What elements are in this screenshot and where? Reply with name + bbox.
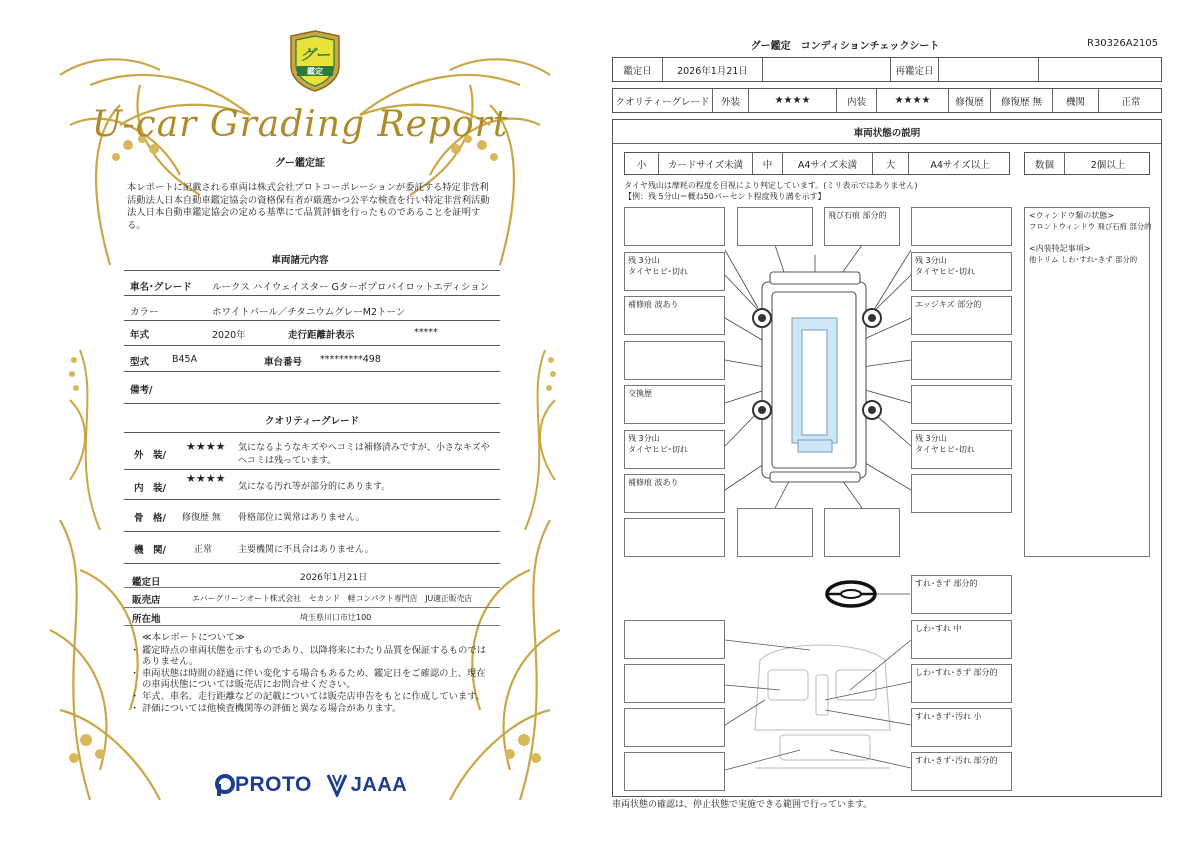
note-item: ・ 年式、車名、走行距離などの記載については販売店申告をもとに作成しています。	[130, 690, 486, 702]
frame-value: 修復歴 無	[182, 513, 221, 523]
info-table	[124, 568, 500, 628]
notes-title: ≪本レポートについて≫	[142, 632, 245, 643]
spec-row-color	[124, 296, 500, 321]
exterior-box-right-7	[911, 474, 1012, 513]
exterior-box-front-right	[911, 207, 1012, 246]
interior-box-right-3: すれ･きず･汚れ 小	[911, 708, 1012, 747]
quality-section-title: クオリティーグレード	[264, 416, 360, 427]
steering-wheel-icon	[827, 582, 910, 606]
chassis-value: *********498	[320, 354, 381, 365]
info-row-date	[124, 568, 500, 588]
window-title: <ウィンドウ類の状態>	[1029, 211, 1114, 220]
count-label: 数個	[1025, 153, 1065, 174]
script-title: U-car Grading Report	[91, 104, 509, 145]
frame-text: 骨格部位に異常はありません。	[238, 513, 365, 523]
exterior-box-bottom-center-right	[824, 508, 900, 557]
chassis-label: 車台番号	[264, 357, 303, 368]
size-mid-desc: A4サイズ未満	[783, 153, 873, 174]
tire-note: タイヤ残山は摩耗の程度を目視により判定しています。(ミリ表示ではありません) 【例：残 5分山＝概ね50パーセント程度残り溝を示す】	[624, 181, 918, 201]
badge-sub: 鑑定	[307, 67, 323, 76]
note-item: ・ 鑑定時点の車両状態を示すものであり、以降将来にわたり品質を保証するものではありません。	[130, 644, 486, 668]
spec-row-name	[124, 270, 500, 296]
count-value: 2個以上	[1090, 159, 1126, 171]
jaaa-logo: JAAA	[350, 773, 408, 796]
size-small: 小	[625, 153, 659, 174]
goo-kantei-badge	[287, 30, 343, 92]
interior-notes-title: <内装特記事項>	[1029, 244, 1091, 253]
interior-label: 内 装/	[134, 483, 166, 494]
year-value: 2020年	[212, 330, 246, 341]
exterior-box-front-left	[624, 207, 725, 246]
exterior-stars: ★★★★	[186, 440, 226, 453]
exterior-box-tire-front-left: 残 3分山 タイヤヒビ･切れ	[624, 252, 725, 291]
exterior-box-bottom-center-left	[737, 508, 813, 557]
interior-text: 気になる汚れ等が部分的にあります。	[238, 482, 391, 492]
exterior-box-tire-rear-right: 残 3分山 タイヤヒビ･切れ	[911, 430, 1012, 469]
color-label: カラー	[130, 307, 159, 318]
exterior-box-top-center-right: 飛び石痕 部分的	[824, 207, 900, 246]
address-value: 埼玉県川口市辻100	[300, 613, 372, 622]
model-label: 型式	[130, 357, 150, 368]
sheet-code: R30326A2105	[1087, 38, 1159, 49]
size-large-desc: A4サイズ以上	[930, 159, 990, 171]
quality-row-interior	[124, 470, 500, 500]
engine-value: 正常	[1121, 96, 1141, 108]
exterior-box-right-5	[911, 385, 1012, 424]
exterior-box-right-3: エッジキズ 部分的	[911, 296, 1012, 335]
size-small-desc: カードサイズ未満	[659, 153, 753, 174]
sheet-footer: 車両状態の確認は、停止状態で実施できる範囲で行っています。	[612, 800, 873, 810]
spec-row-remarks	[124, 372, 500, 404]
condition-check-sheet	[600, 0, 1200, 848]
spec-section-title: 車両諸元内容	[271, 255, 329, 266]
frame-label: 骨 格/	[134, 513, 166, 524]
date-label: 鑑定日	[613, 58, 663, 81]
quality-row-engine	[124, 532, 500, 564]
interior-stars: ★★★★	[877, 89, 949, 112]
exterior-text-1: 気になるようなキズやヘコミは補修済みですが、小さなキズや	[238, 443, 490, 453]
engine-label: 機関	[1053, 89, 1099, 112]
exterior-box-tire-front-right: 残 3分山 タイヤヒビ･切れ	[911, 252, 1012, 291]
quality-row-frame	[124, 500, 500, 532]
interior-stars: ★★★★	[186, 472, 226, 485]
interior-box-left-4	[624, 752, 725, 791]
interior-box-left-1	[624, 620, 725, 659]
report-notes	[130, 632, 490, 714]
info-row-shop	[124, 588, 500, 608]
exterior-label: 外装	[713, 89, 749, 112]
quality-label: クオリティーグレード	[613, 89, 713, 112]
window-text: フロントウィンドウ 飛び石痕 部分的	[1029, 222, 1152, 231]
shop-label: 販売店	[132, 595, 161, 606]
color-value: ホワイトパール／チタニウムグレーM2トーン	[212, 307, 406, 318]
interior-notes-text: 他トリム しわ･すれ･きず 部分的	[1029, 255, 1138, 264]
model-value: B45A	[172, 354, 198, 365]
size-large: 大	[873, 153, 909, 174]
spec-table	[124, 270, 500, 600]
certificate-title: グー鑑定証	[275, 158, 325, 169]
repair-label: 修復歴	[949, 89, 991, 112]
spec-row-model	[124, 346, 500, 372]
sheet-title: グー鑑定 コンディションチェックシート	[750, 41, 940, 52]
redate-label: 再鑑定日	[891, 58, 939, 81]
odometer-value: *****	[414, 327, 438, 338]
shop-value: エバーグリーンオート株式会社 セカンド 軽コンパクト専門店 JU適正販売店	[192, 594, 473, 603]
date-value: 2026年1月21日	[663, 58, 763, 81]
jaaa-logo-icon	[326, 773, 348, 797]
exterior-box-top-center-left	[737, 207, 813, 246]
section-title: 車両状態の説明	[613, 120, 1161, 144]
name-label: 車名･グレード	[130, 282, 192, 293]
repair-value: 修復歴 無	[991, 89, 1053, 112]
date-label: 鑑定日	[132, 577, 161, 588]
engine-label: 機 関/	[134, 545, 166, 556]
year-label: 年式	[130, 330, 150, 341]
note-item: ・ 車両状態は時間の経過に伴い変化する場合もあるため、鑑定日をご確認の上、現在の車両状態については販売店にお問合せください。	[130, 667, 486, 691]
exterior-box-right-4	[911, 341, 1012, 380]
wheel-box: すれ･きず 部分的	[911, 575, 1012, 614]
exterior-label: 外 装/	[134, 450, 166, 461]
remarks-label: 備考/	[130, 385, 153, 396]
name-value: ルークス ハイウェイスター Gターボプロパイロットエディション	[212, 282, 490, 293]
odometer-label: 走行距離計表示	[288, 330, 355, 341]
interior-box-left-2	[624, 664, 725, 703]
engine-value: 正常	[194, 545, 213, 555]
spec-row-year	[124, 321, 500, 346]
date-value: 2026年1月21日	[300, 573, 368, 583]
certificate-text: 本レポートに記載される車両は株式会社プロトコーポレーションが委託する特定非営利活動法人日本自動車鑑定協会の資格保有者が厳選かつ公平な検査を行い特定非営利活動法人日本自動車鑑定協会の定める基準にて品質評価を行ったものであることを証明する。	[127, 182, 490, 231]
exterior-box-tire-rear-left: 残 3分山 タイヤヒビ･切れ	[624, 430, 725, 469]
proto-logo-icon	[215, 774, 235, 796]
quality-row-exterior	[124, 432, 500, 470]
exterior-box-left-5: 交換歴	[624, 385, 725, 424]
info-row-address	[124, 608, 500, 626]
exterior-stars: ★★★★	[749, 89, 837, 112]
proto-logo: PROTO	[235, 773, 312, 796]
interior-label: 内装	[837, 89, 877, 112]
exterior-text-2: ヘコミは残っています。	[238, 456, 337, 466]
logos	[215, 772, 407, 798]
interior-box-right-1: しわ･すれ 中	[911, 620, 1012, 659]
exterior-box-left-7: 補修痕 波あり	[624, 474, 725, 513]
exterior-box-left-4	[624, 341, 725, 380]
interior-box-right-4: すれ･きず･汚れ 部分的	[911, 752, 1012, 791]
interior-box-left-3	[624, 708, 725, 747]
comments-box	[1024, 207, 1150, 557]
size-mid: 中	[753, 153, 783, 174]
badge-text: グー	[299, 46, 330, 64]
exterior-box-left-3: 補修痕 波あり	[624, 296, 725, 335]
engine-text: 主要機関に不具合はありません。	[238, 545, 374, 555]
interior-box-right-2: しわ･すれ･きず 部分的	[911, 664, 1012, 703]
exterior-box-left-8	[624, 518, 725, 557]
note-item: ・ 評価については他検査機関等の評価と異なる場合があります。	[130, 702, 402, 714]
address-label: 所在地	[132, 614, 161, 625]
